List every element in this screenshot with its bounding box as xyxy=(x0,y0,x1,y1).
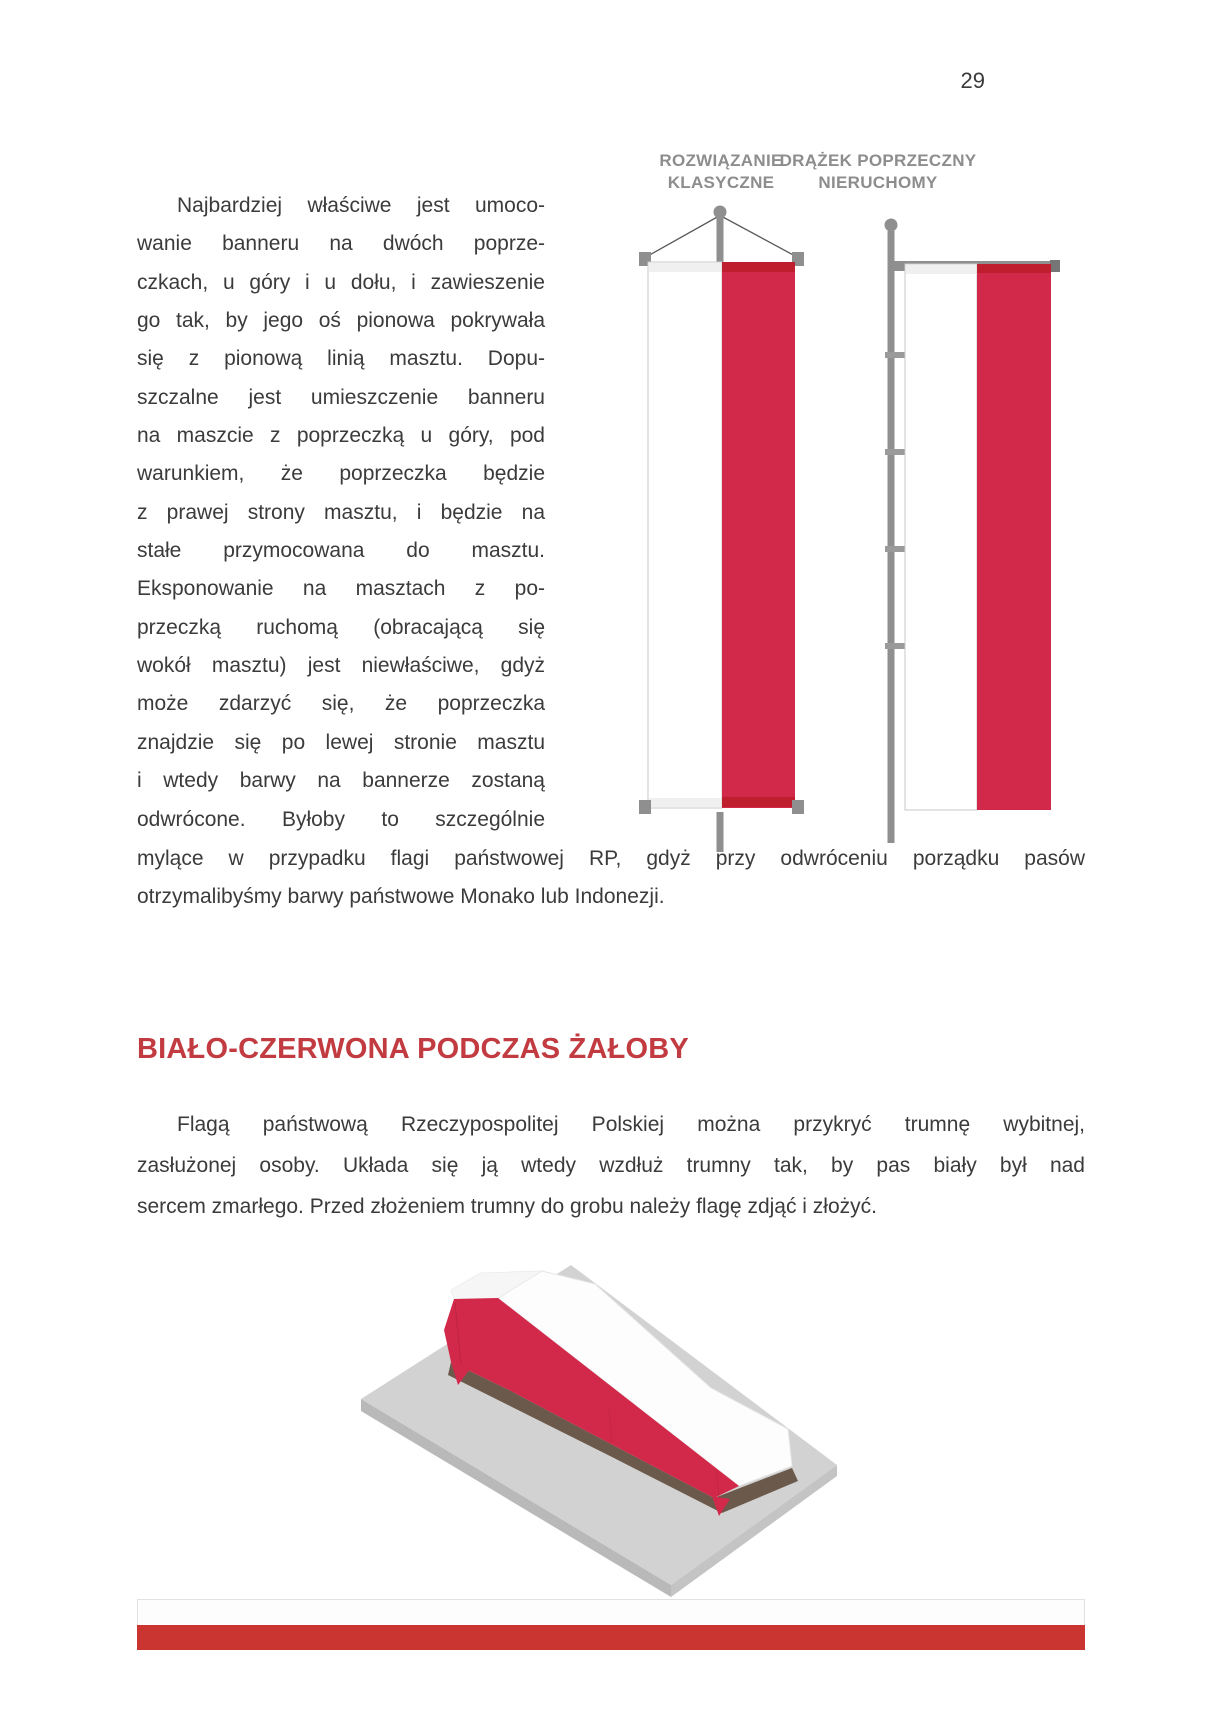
text-line: czkach, u góry i u dołu, i zawieszenie xyxy=(137,270,545,294)
left-banner-white-stripe xyxy=(648,262,722,808)
fixed-crossbar-diagram xyxy=(885,219,1061,844)
right-mast-finial xyxy=(885,219,898,232)
text-line: Najbardziej właściwe jest umoco- xyxy=(177,194,545,217)
classic-banner-diagram xyxy=(639,206,804,853)
right-diagram-label-line1: DRĄŻEK POPRZECZNY xyxy=(779,151,977,170)
text-line: może zdarzyć się, że poprzeczka xyxy=(137,692,545,716)
right-banner-top-rod-red xyxy=(977,264,1051,273)
text-line: go tak, by jego oś pionowa pokrywała xyxy=(137,309,545,333)
text-line: warunkiem, że poprzeczka będzie xyxy=(137,462,545,486)
text-line: wanie banneru na dwóch poprze- xyxy=(137,232,545,256)
text-line: Eksponowanie na masztach z po- xyxy=(137,577,545,601)
right-diagram-label-line2: NIERUCHOMY xyxy=(818,173,938,192)
right-mast xyxy=(888,231,895,843)
left-banner-bottom-rod-red xyxy=(722,797,795,807)
page-number: 29 xyxy=(960,68,985,93)
text-line: otrzymalibyśmy barwy państwowe Monako lub Indonezji. xyxy=(137,885,665,909)
text-line: szczalne jest umieszczenie banneru xyxy=(137,385,545,409)
text-line: i wtedy barwy na bannerze zostaną xyxy=(137,769,545,793)
right-banner-top-rod-white xyxy=(906,265,976,274)
text-line: przeczką ruchomą (obracającą się xyxy=(137,615,545,639)
right-crossbar-tip xyxy=(1050,260,1060,272)
left-rope-right xyxy=(721,216,797,257)
banner-diagrams-figure xyxy=(540,140,1100,860)
intro-paragraph-wide xyxy=(137,840,1085,917)
text-line: zasłużonej osoby. Układa się ją wtedy wzdłuż trumny tak, by pas biały był nad xyxy=(137,1154,1085,1177)
left-crossbar-cap-br xyxy=(792,800,804,814)
text-line: stałe przymocowana do masztu. xyxy=(137,539,545,563)
intro-paragraph-column xyxy=(137,187,545,839)
footer-red-stripe xyxy=(137,1625,1085,1650)
left-banner-red-stripe xyxy=(722,262,795,808)
left-rope-left xyxy=(646,216,719,257)
coffin-flag-figure xyxy=(320,1140,880,1610)
text-line: wokół masztu) jest niewłaściwe, gdyż xyxy=(137,654,545,678)
section-heading: BIAŁO-CZERWONA PODCZAS ŻAŁOBY xyxy=(137,1033,689,1065)
left-diagram-label-line1: ROZWIĄZANIE xyxy=(659,151,783,170)
footer-flag-bar xyxy=(137,1599,1085,1650)
left-mast-top xyxy=(717,216,724,266)
footer-white-stripe xyxy=(137,1599,1085,1625)
text-line: z prawej strony masztu, i będzie na xyxy=(137,500,545,524)
text-line: się z pionową linią masztu. Dopu- xyxy=(137,347,545,371)
right-banner-red-stripe xyxy=(977,264,1051,810)
text-line: Flagą państwową Rzeczypospolitej Polskiej można przykryć trumnę wybitnej, xyxy=(177,1113,1085,1136)
left-banner-top-rod-white xyxy=(649,263,721,272)
left-banner-bottom-rod-white xyxy=(649,798,721,807)
left-banner-top-rod-red xyxy=(722,262,795,272)
left-diagram-label-line2: KLASYCZNE xyxy=(667,173,775,192)
left-crossbar-cap-bl xyxy=(639,800,651,814)
text-line: na maszcie z poprzeczką u góry, pod xyxy=(137,424,545,448)
right-banner-white-stripe xyxy=(905,264,977,810)
text-line: sercem zmarłego. Przed złożeniem trumny do grobu należy flagę zdjąć i złożyć. xyxy=(137,1195,877,1218)
text-line: odwrócone. Byłoby to szczególnie xyxy=(137,807,545,831)
text-line: znajdzie się po lewej stronie masztu xyxy=(137,730,545,754)
text-line: mylące w przypadku flagi państwowej RP, gdyż przy odwróceniu porządku pasów xyxy=(137,847,1085,870)
